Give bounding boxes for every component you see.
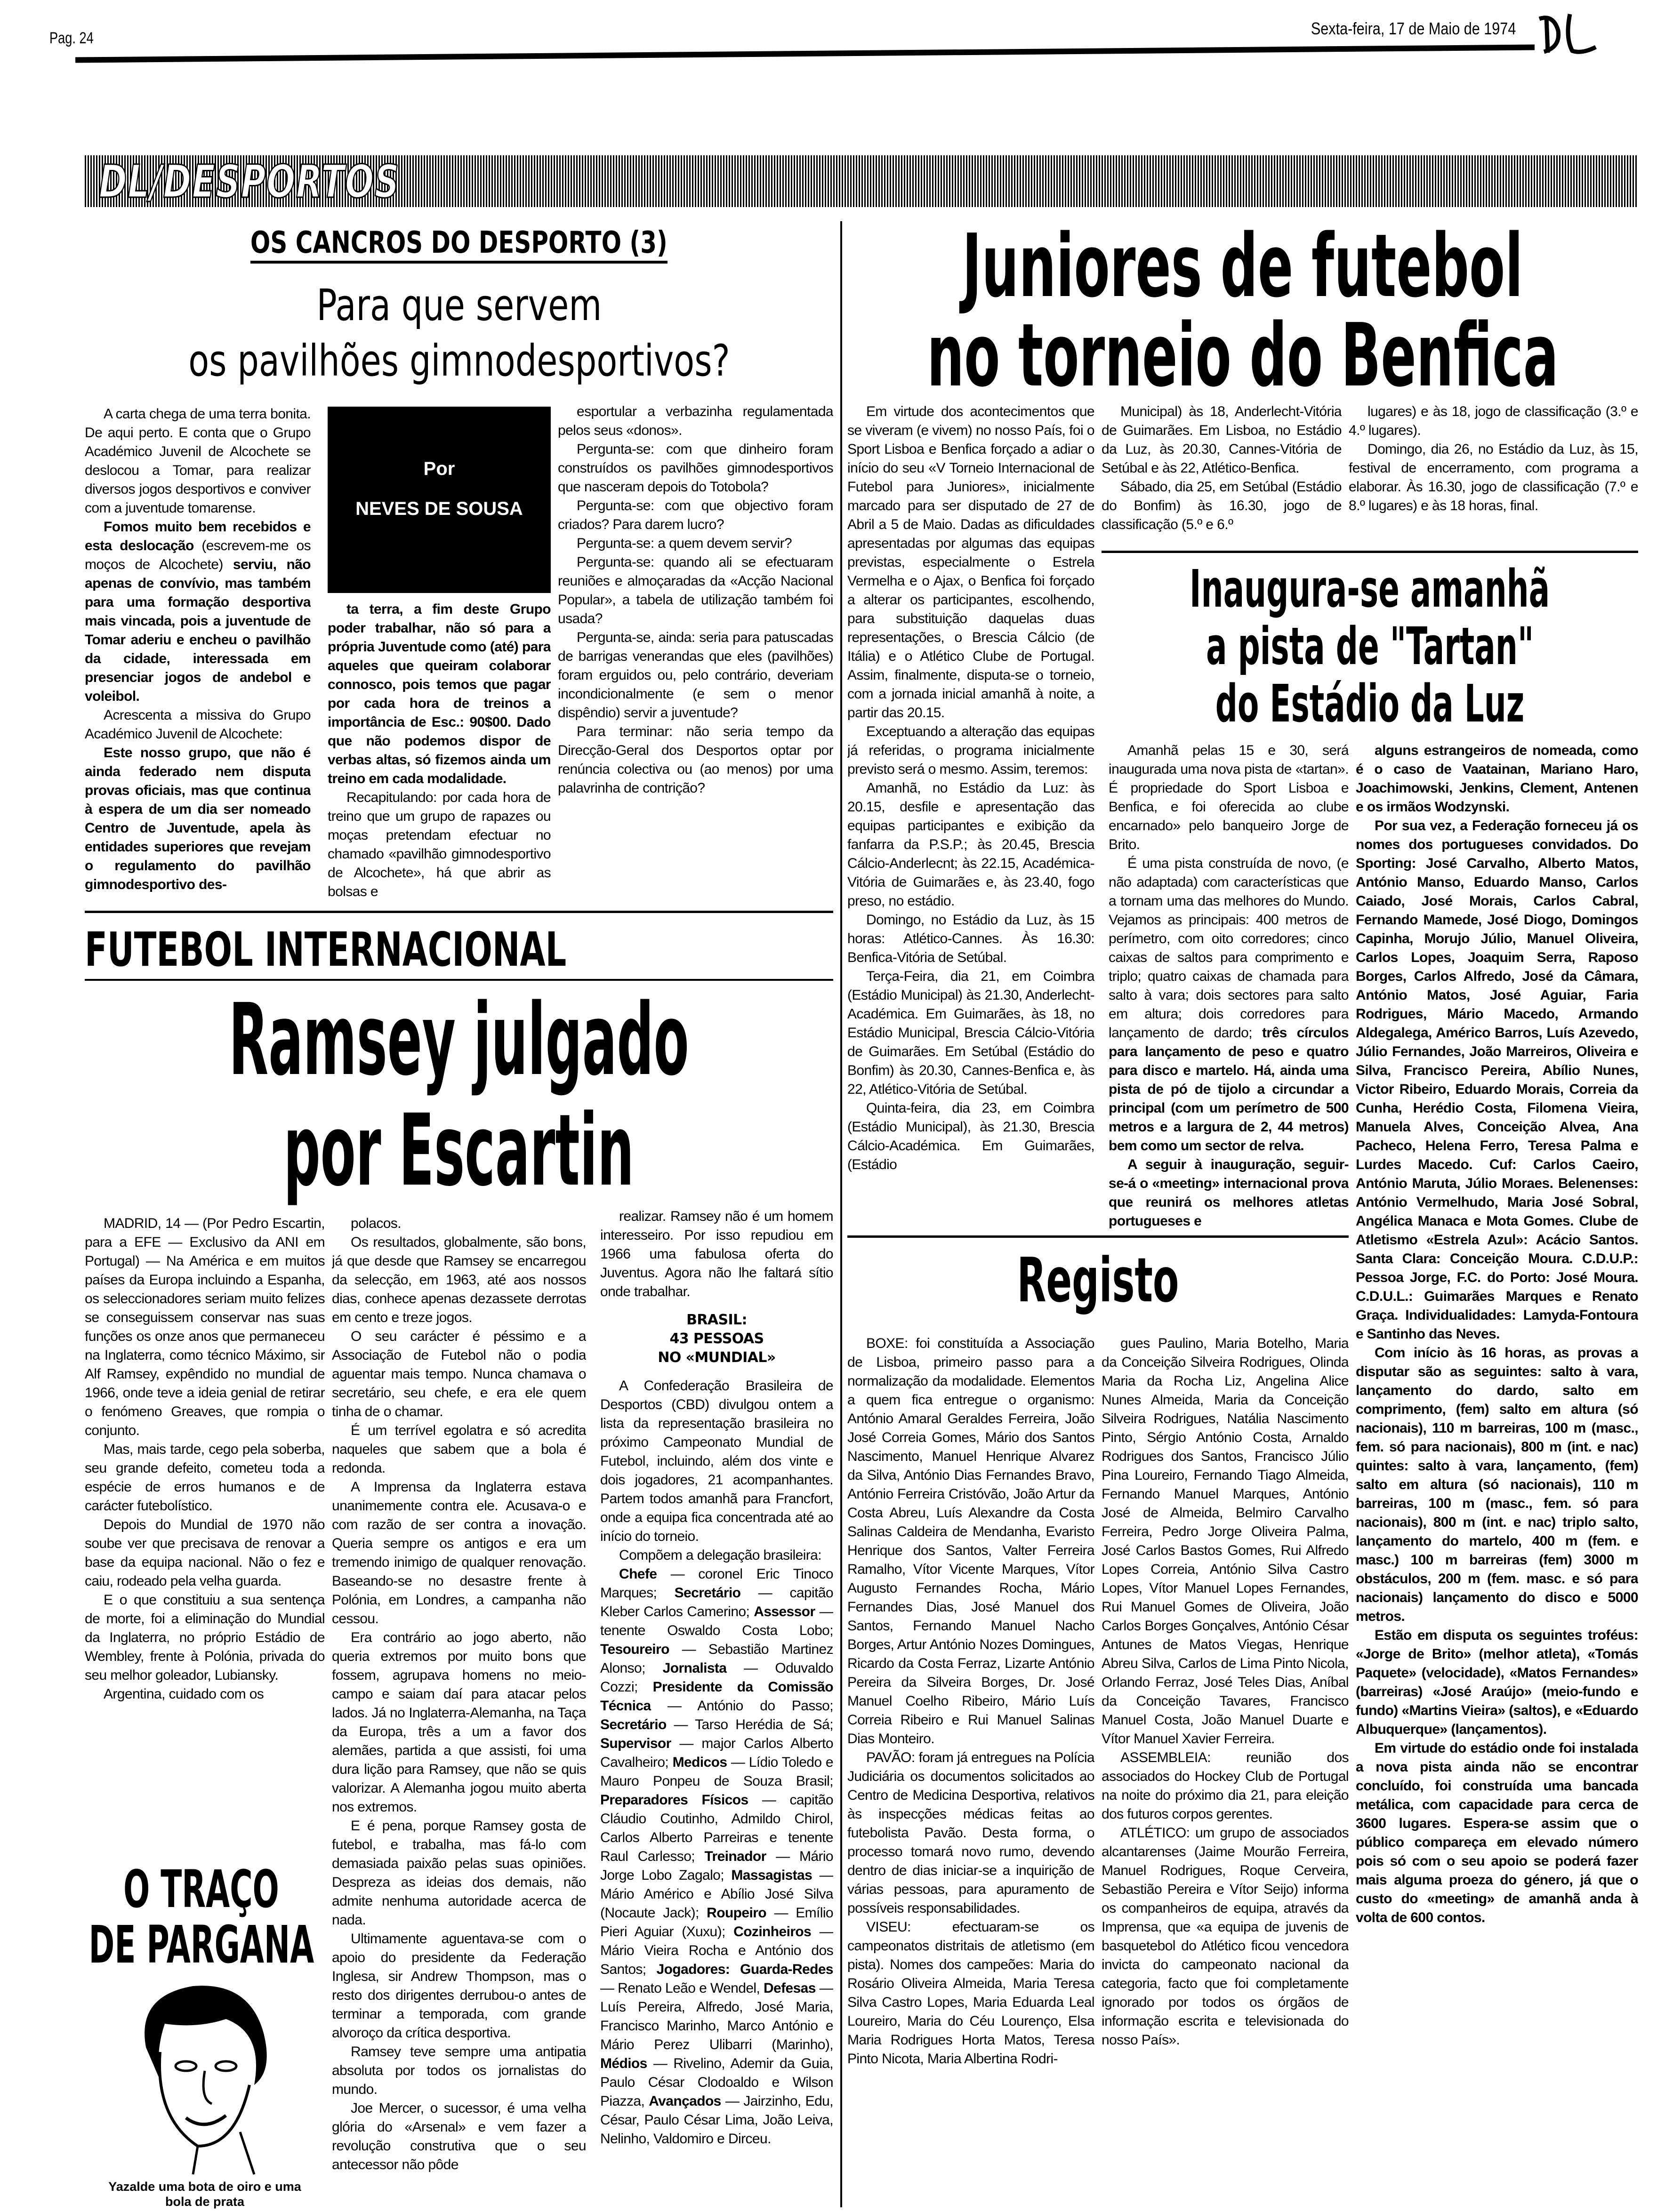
bold-text-run: Medicos [672, 1755, 727, 1770]
text-run: polacos. [351, 1216, 401, 1231]
text-run: — Oduvaldo Cozzi; [600, 1660, 833, 1695]
text-run: BOXE: foi constituída a Associação de Lisboa, primeiro passo para a normalização da modalidade. Elementos a quem fica entregue o organismo: António Amaral Geraldes Ferreira, João José Correia Gomes, Mário dos Santos Nascimento, Manuel Henrique Alvarez da Silva, António Dias Fernandes Bravo, António Ferreira Cristóvão, João Artur da Costa Abreu, Luís Alexandre da Costa Salinas Caldeira de Mendanha, Evaristo Henrique dos Santos, Valter Ferreira Ramalho, Vítor Vicente Marques, Vítor Augusto Fernandes Rocha, Mário Fernandes Dias, José Manuel dos Santos, Fernando Manuel Nacho Borges, Artur António Nozes Domingues, Ricardo da Costa Ferraz, Lizarte António Pereira da Silveira Borges, Dr. José Manuel Coelho Ribeiro, Mário Luís Correia Ribeiro e Rui Manuel Salinas Dias Monteiro. [847, 1336, 1094, 1747]
text-run: Exceptuando a alteração das equipas já referidas, o programa inicialmente previsto será o mesmo. Assim, teremos: [847, 724, 1094, 777]
bold-text-run: serviu, não apenas de convívio, mas também para uma formação desportiva mais vincada, pois a juventude de Tomar aderiu e encheu o pavilhão da cidade, interessada em presenciar jogos de andebol e voleibol. [85, 557, 311, 704]
text-run: Domingo, no Estádio da Luz, às 15 horas: Atlético-Cannes. Às 16.30: Benfica-Vitória de Setúbal. [847, 912, 1094, 965]
header-rule [75, 44, 1535, 63]
paragraph [1356, 817, 1638, 1344]
paragraph [1356, 741, 1638, 817]
bold-text-run: três círculos para lançamento de peso e quatro para disco e martelo. Há, ainda uma pista de pó de tijolo a circundar a principal (com um perímetro de 500 metros e a largura de 2, 44 metros) bem como um sector de relva. [1109, 1025, 1349, 1154]
text-run: — Luís Pereira, Alfredo, José Maria, Francisco Marinho, Marco António e Mário Perez Ulibarri (Marinho), [600, 1980, 833, 2052]
article-column [1102, 402, 1342, 544]
bold-text-run: Treinador [704, 1849, 766, 1864]
text-run: ATLÉTICO: um grupo de associados alcantarenses (Jaime Mourão Ferreira, Manuel Rodrigues, Roque Cerveira, Sebastião Pereira e Vítor Seijo) informa os companheiros de equipa, através da Imprensa, que «a equipa de juvenis de basquetebol do Atlético ficou vencedora invicta do campeonato nacional da categoria, facto que foi completamente ignorado por todos os órgãos de informação escrita e televisionada do nosso País». [1102, 1825, 1349, 2048]
paragraph [847, 1918, 1094, 2068]
byline-box [328, 407, 551, 593]
kicker-heading [85, 225, 833, 264]
paragraph [85, 706, 311, 744]
article-column [85, 1214, 325, 1850]
paragraph [1109, 741, 1349, 854]
text-run: Joe Mercer, o sucessor, é uma velha glória do «Arsenal» e vem fazer a revolução construtiva que o seu antecessor não pôde [332, 2100, 586, 2172]
text-run: lugares) e às 18, jogo de classificação (3.º e 4.º lugares). [1349, 404, 1638, 438]
text-run: — major Carlos Alberto Cavalheiro; [600, 1736, 833, 1770]
bold-text-run: Este nosso grupo, que não é ainda federado nem disputa provas oficiais, mas que continua à espera de um dia ser nomeado Centro de Juventude, apela às entidades superiores que revejam o regulamento do pavilhão gimnodesportivo des- [85, 745, 311, 892]
section-banner [85, 155, 1638, 207]
bold-text-run: Supervisor [600, 1736, 671, 1751]
paragraph [1356, 1739, 1638, 1927]
text-run: Os resultados, globalmente, são bons, já que desde que Ramsey se encarregou da selecção, em 1963, até aos nossos dias, conhece apenas dezassete derrotas em cento e treze jogos. [332, 1234, 586, 1325]
paragraph [600, 1207, 833, 1301]
paragraph [1102, 1334, 1349, 1748]
byline-author: NEVES DE SOUSA [355, 498, 523, 519]
paragraph [332, 1817, 586, 1930]
headline-line: Juniores de futebol [962, 215, 1523, 317]
text-run: — tenente Oswaldo Costa Lobo; [600, 1604, 833, 1638]
bold-text-run: Cozinheiros [733, 1924, 812, 1940]
headline-line: Registo [1017, 1244, 1179, 1316]
paragraph [332, 1214, 586, 1233]
paragraph [558, 440, 833, 497]
paragraph [85, 1515, 325, 1591]
paragraph [847, 1099, 1094, 1174]
paragraph [85, 1591, 325, 1685]
text-run: — Mário Vieira Rocha e António dos Santos; [600, 1924, 833, 1977]
article-column [600, 1207, 833, 2210]
text-run: — Emílio Pieri Aguiar (Xuxu); [600, 1905, 833, 1940]
bold-text-run: alguns estrangeiros de nomeada, como é o caso de Vaatainan, Mariano Haro, Joachimowski, Jenkins, Clement, Antenen e os irmãos Wodzynski. [1356, 743, 1638, 815]
paragraph [85, 405, 311, 518]
paragraph [328, 788, 551, 901]
divider [1102, 551, 1638, 553]
text-run: gues Paulino, Maria Botelho, Maria da Conceição Silveira Rodrigues, Olinda Maria da Rocha Liz, Angelina Alice Nunes Almeida, Maria da Conceição Silveira Rodrigues, Natália Nascimento Pinto, Sérgio António Costa, Arnaldo Rodrigues dos Santos, Francisco Júlio Pina Loureiro, Fernando Tiago Almeida, Fernando Manuel Marques, António José de Almeida, Belmiro Carvalho Ferreira, Pedro Jorge Oliveira Palma, José Carlos Bastos Gomes, Rui Alfredo Lopes Correia, António Silva Castro Lopes, Vítor Manuel Lopes Fernandes, Rui Manuel Gomes de Oliveira, João Carlos Borges Gonçalves, António César Antunes de Matos Viegas, Henrique Abreu Silva, Carlos de Lima Pinto Nicola, Orlando Ferraz, José Teles Dias, Aníbal da Conceição Tavares, Francisco Manuel Costa, João Manuel Duarte e Vítor Manuel Xavier Ferreira. [1102, 1336, 1349, 1747]
dl-logo-icon [1535, 9, 1601, 56]
subheading [600, 1311, 833, 1367]
text-run: realizar. Ramsey não é um homem interesseiro. Por isso repudiou em 1966 uma fabulosa oferta do Juventus. Agora não lhe faltará sítio onde trabalhar. [600, 1209, 833, 1299]
text-run: E o que constituiu a sua sentença de morte, foi a eliminação do Mundial da Inglaterra, no próprio Estádio de Wembley, frente à Polónia, privada do seu melhor goleador, Lubiansky. [85, 1592, 325, 1683]
divider [85, 979, 833, 981]
text-run: — António do Passo; [651, 1698, 833, 1714]
byline-por: Por [423, 458, 455, 479]
paragraph [1349, 402, 1638, 440]
paragraph [1102, 1748, 1349, 1824]
bold-text-run: Defesas [763, 1980, 816, 1996]
text-run: (escrevem-me os moços de Alcochete) [85, 538, 311, 572]
bold-text-run: Avançados [649, 2093, 721, 2109]
section-heading-text: FUTEBOL INTERNACIONAL [85, 922, 567, 977]
text-run: — Mário Jorge Lobo Zagalo; [600, 1849, 833, 1883]
paragraph [85, 744, 311, 894]
text-run: MADRID, 14 — (Por Pedro Escartin, para a EFE — Exclusivo da ANI em Portugal) — Na América e em muitos países da Europa incluindo a Espanha, os seleccionadores seriam muito felizes se conseguissem conservar nas suas funções os onze anos que permaneceu na Inglaterra, como técnico Máximo, sir Alf Ramsey, expêndido no mundial de 1966, onde teve a ideia genial de retirar o fenómeno Greaves, que rompia o conjunto. [85, 1216, 325, 1438]
paragraph [332, 2043, 586, 2099]
bold-text-run: Massagistas [731, 1867, 812, 1883]
subheading-line: 43 PESSOAS [669, 1330, 764, 1347]
newspaper-logo [1535, 9, 1601, 56]
text-run: — Renato Leão e Wendel, [600, 1980, 764, 1996]
bold-text-run: Assessor [754, 1604, 815, 1619]
bold-text-run: Estão em disputa os seguintes troféus: «Jorge de Brito» (melhor atleta), «Tomás Paquete» (velocidade), «Matos Fernandes» (barreiras) «José Araújo» (meio-fundo e fundo) «Martins Vieira» (saltos), e «Eduardo Albuquerque» (lançamentos). [1356, 1627, 1638, 1737]
caricature-icon [85, 1977, 318, 2179]
paragraph [1102, 478, 1342, 534]
article-column [332, 1214, 586, 2210]
section-banner-label: DL/DESPORTOS [99, 155, 400, 208]
article-column [847, 402, 1094, 1228]
paragraph [85, 518, 311, 706]
text-run: Pergunta-se, ainda: seria para patuscadas de barrigas venerandas que eles (pavilhões) foram erguidos ou, pelo contrário, deveriam incondicionalmente (e sem o menor dispêndio) servir a juventude? [558, 630, 833, 721]
bold-text-run: Secretário [674, 1585, 741, 1601]
text-run: Era contrário ao jogo aberto, não queria extremos por muito bons que fossem, agrupava homens no meio-campo e saiam daí para atacar pelos lados. Já no Inglaterra-Alemanha, na Taça da Europa, três a um a favor dos alemães, partida a que assisti, foi uma dura lição para Ramsey, que não se quis valorizar. A Alemanha jogou muito aberta nos extremos. [332, 1630, 586, 1815]
text-run: Ramsey teve sempre uma antipatia absoluta por todos os jornalistas do mundo. [332, 2044, 586, 2097]
bold-text-run: Presidente da Comissão Técnica [600, 1679, 833, 1714]
paragraph [332, 1478, 586, 1628]
bold-text-run: Por sua vez, a Federação forneceu já os nomes dos portugueses convidados. Do Sporting: José Carvalho, Alberto Matos, António Manso, Eduardo Manso, Carlos Caiado, José Morais, Carlos Cabral, Fernando Mamede, José Diogo, Domingos Capinha, Morujo Júlio, Manuel Oliveira, Carlos Lopes, Joaquim Serra, Raposo Borges, Carlos Alfredo, José da Câmara, António Matos, José Aguiar, Faria Rodrigues, Mário Macedo, Armando Aldegalega, Américo Barros, Luís Azevedo, Júlio Fernandes, João Marreiros, Oliveira e Silva, Francisco Pereira, Abílio Nunes, Victor Ribeiro, Eduardo Morais, Correia da Cunha, Herédio Costa, Filomena Vieira, Manuela Alves, Conceição Alvea, Ana Pacheco, Helena Ferro, Teresa Palma e Lurdes Macedo. Cuf: Carlos Caeiro, António Maruta, Júlio Moraes. Belenenses: António Vermelhudo, Maria José Sobral, Angélica Manaca e Mota Gomes. Clube de Atletismo «Estrela Azul»: Acácio Santos. Santa Clara: Conceição Moura. C.D.U.P.: Pessoa Jorge, F.C. do Porto: José Moura. C.D.U.L.: Guimarães Marques e Renato Graça. Individualidades: Lamyda-Fontoura e Santinho das Neves. [1356, 818, 1638, 1342]
paragraph [847, 779, 1094, 911]
paragraph [558, 628, 833, 722]
paragraph [1356, 1344, 1638, 1626]
headline-line: os pavilhões gimnodesportivos? [188, 336, 730, 386]
text-run: Pergunta-se: com que dinheiro foram construídos os pavilhões gimnodesportivos que nasceram depois do Totobola? [558, 441, 833, 495]
headline-line: por Escartin [283, 1093, 635, 1208]
paragraph [847, 967, 1094, 1099]
text-run: — Mário Américo e Abílio José Silva (Nocaute Jack); [600, 1867, 833, 1921]
paragraph [600, 1546, 833, 1565]
text-run: A carta chega de uma terra bonita. De aqui perto. E conta que o Grupo Académico Juvenil de Alcochete se deslocou a Tomar, para realizar diversos jogos desportivos e conviver com a juventude tomarense. [85, 406, 311, 516]
bold-text-run: Tesoureiro [600, 1642, 669, 1657]
paragraph [332, 1421, 586, 1478]
text-run: VISEU: efectuaram-se os campeonatos distritais de atletismo (em pista). Nomes dos campeões: Maria do Rosário Oliveira Almeida, Maria Teresa Silva Castro Lopes, Maria Eduarda Leal Loureiro, Maria do Céu Lourenço, Elsa Maria Rodrigues Horta Matos, Teresa Pinto Nicota, Maria Albertina Rodri- [847, 1919, 1094, 2067]
text-run: Domingo, dia 26, no Estádio da Luz, às 15, festival de encerramento, com programa a elaborar. Às 16.30, jogo de classificação (7.º e 8.º lugares) e às 18 horas, final. [1349, 441, 1638, 513]
bold-text-run: Em virtude do estádio onde foi instalada a nova pista ainda não se encontrar concluído, foi construída uma bancada metálica, com capacidade para cerca de 3600 lugares. Espera-se assim que o público compareça em elevado número pois só com o seu apoio se poderá fazer mais alguma proeza do género, já que o custo do «meeting» de amanhã anda à volta de 600 contos. [1356, 1740, 1638, 1925]
paragraph [558, 534, 833, 553]
headline-line: Ramsey julgado [229, 982, 689, 1098]
bold-text-run: ta terra, a fim deste Grupo poder trabalhar, não só para a própria Juventude como (até) para aqueles que queiram colaborar connosco, pois temos que pagar por cada hora de treinos a importância de Esc.: 90$00. Dado que não podemos dispor de verbas altas, só fizemos ainda um treino em cada modalidade. [328, 601, 551, 786]
text-run: É um terrível egolatra e só acredita naqueles que sabem que a bola é redonda. [332, 1423, 586, 1476]
text-run: Mas, mais tarde, cego pela soberba, seu grande defeito, cometeu toda a espécie de erros humanos e de carácter futebolístico. [85, 1442, 325, 1514]
text-run: Pergunta-se: a quem devem servir? [577, 536, 792, 551]
bold-text-run: Preparadores Físicos [600, 1792, 748, 1808]
bold-text-run: Roupeiro [707, 1905, 767, 1921]
cartoon-title-line: O TRAÇO [123, 1859, 279, 1919]
bold-text-run: A seguir à inauguração, seguir-se-á o «meeting» internacional prova que reunirá os melhores atletas portugueses e [1109, 1157, 1349, 1228]
bold-text-run: Médios [600, 2056, 647, 2071]
text-run: A Confederação Brasileira de Desportos (CBD) divulgou ontem a lista da representação brasileira no próximo Campeonato Mundial de Futebol, incluindo, além dos vinte e dois jogadores, 21 acompanhantes. Partem todos amanhã para Francfort, onde a equipa fica concentrada até ao início do torneio. [600, 1378, 833, 1544]
article-headline [847, 215, 1638, 406]
text-run: Para terminar: não seria tempo da Direcção-Geral dos Desportos optar por renúncia colectiva ou (ao menos) por uma palavrinha de contrição? [558, 724, 833, 796]
text-run: — Rivelino, Ademir da Guia, Paulo César Clodoaldo e Wilson Piazza, [600, 2056, 833, 2109]
text-run: O seu carácter é péssimo e a Associação de Futebol não o podia aguentar mais tempo. Nunca chamava o secretário, seu chefe, e era ele quem tinha de o chamar. [332, 1329, 586, 1419]
paragraph [1349, 440, 1638, 515]
article-column [1109, 741, 1349, 1228]
headline-line: no torneio do Benfica [927, 305, 1559, 406]
article-column [1349, 402, 1638, 544]
subheading-line: NO «MUNDIAL» [658, 1349, 776, 1366]
page-number: Pag. 24 [49, 29, 94, 47]
paragraph [85, 1214, 325, 1440]
section-heading [85, 922, 833, 977]
text-run: Compõem a delegação brasileira: [619, 1547, 821, 1563]
bold-text-run: Jogadores: Guarda-Redes [656, 1962, 833, 1977]
paragraph [847, 911, 1094, 967]
issue-date: Sexta-feira, 17 de Maio de 1974 [1311, 19, 1516, 38]
cartoon-title-line: DE PARGANA [88, 1915, 314, 1975]
text-run: A Imprensa da Inglaterra estava unanimemente contra ele. Acusava-o e com razão de ser contra a inovação. Queria sempre os antigos e era um tremendo inimigo de qualquer renovação. Baseando-se no desastre frente à Polónia, em Londres, a campanha não cessou. [332, 1479, 586, 1627]
headline-line: do Estádio da Luz [1215, 673, 1525, 734]
text-run: E é pena, porque Ramsey gosta de futebol, e trabalha, mas fá-lo com demasiada paixão pelas suas opiniões. Despreza as ideias dos demais, não admite nenhuma autoridade acerca de nada. [332, 1818, 586, 1928]
paragraph [558, 402, 833, 440]
text-run: esportular a verbazinha regulamentada pelos seus «donos». [558, 404, 833, 438]
text-run: Amanhã, no Estádio da Luz: às 20.15, desfile e apresentação das equipas participantes e exibição da fanfarra da P.S.P.; às 20.45, Brescia Cálcio-Anderlecnt; às 22.15, Académica-Vitória de Guimarães e, às 23.40, fogo preso, no estádio. [847, 780, 1094, 909]
paragraph [332, 2099, 586, 2174]
article-column [328, 600, 551, 904]
article-column [847, 1334, 1094, 2210]
subheading-line: BRASIL: [686, 1312, 747, 1328]
paragraph [332, 1327, 586, 1421]
bold-text-run: Secretário [600, 1717, 667, 1732]
kicker-text: OS CANCROS DO DESPORTO (3) [250, 225, 668, 264]
text-run: Quinta-feira, dia 23, em Coimbra (Estádio Municipal), às 21.30, Brescia Cálcio-Académica. Em Guimarães, (Estádio [847, 1100, 1094, 1172]
cartoon-caption: Yazalde uma bota de oiro e uma bola de prata [108, 2180, 301, 2209]
text-run: Sábado, dia 25, em Setúbal (Estádio do Bonfim) às 16.30, jogo de classificação (5.º e 6.º [1102, 479, 1342, 532]
headline-line: Inaugura-se amanhã [1190, 559, 1550, 619]
text-run: Em virtude dos acontecimentos que se viveram (e vivem) no nosso País, foi o Sport Lisboa e Benfica forçado a adiar o início do seu «V Torneio Internacional de Futebol para Juniores», inicialmente marcado para ser disputado de 27 de Abril a 5 de Maio. Dadas as dificuldades apresentadas por algumas das equipas previstas, especialmente o Estrela Vermelha e o Ajax, o Benfica foi forçado a alterar os participantes, escolhendo, para substituição daquelas duas representações, o Brescia Cálcio (de Itália) e o Atlético Clube de Portugal. Assim, finalmente, disputa-se o torneio, com a jornada inicial amanhã à noite, a partir das 20.15. [847, 404, 1094, 721]
text-run: Municipal) às 18, Anderlecht-Vitória de Guimarães. Em Lisboa, no Estádio da Luz, às 20.30, Cannes-Vitória de Setúbal e às 22, Atlético-Benfica. [1102, 404, 1342, 476]
article-headline [1102, 560, 1638, 732]
text-run: Recapitulando: por cada hora de treino que um grupo de rapazes ou moças pretendam efectuar no chamado «pavilhão gimnodesportivo de Alcochete», há que abrir as bolsas e [328, 790, 551, 899]
article-column [85, 405, 311, 904]
paragraph [328, 600, 551, 788]
text-run: PAVÃO: foram já entregues na Polícia Judiciária os documentos solicitados ao Centro de Medicina Desportiva, relativos às inspecções médicas feitas ao futebolista Pavão. Desta forma, o processo tomará novo rumo, devendo dentro de dias iniciar-se a inquirição de várias pessoas, para apuramento de possíveis responsabilidades. [847, 1750, 1094, 1916]
paragraph [847, 1748, 1094, 1918]
text-run: — Tarso Herédia de Sá; [666, 1717, 833, 1732]
text-run: Argentina, cuidado com os [104, 1686, 264, 1702]
article-column [1356, 741, 1638, 2198]
text-run: — capitão Cláudio Coutinho, Admildo Chirol, Carlos Alberto Parreiras e tenente Raul Carlesso; [600, 1792, 833, 1864]
text-run: — Jairzinho, Edu, César, Paulo César Lima, João Leiva, Nelinho, Valdomiro e Dirceu. [600, 2093, 833, 2147]
paragraph [558, 722, 833, 798]
text-run: Pergunta-se: quando ali se efectuaram reuniões e almoçaradas da «Acção Nacional Popular», a tabela de utilização também foi usada? [558, 554, 833, 626]
paragraph [600, 1565, 833, 2148]
article-column [1102, 1334, 1349, 2210]
paragraph [1102, 1824, 1349, 2050]
bold-text-run: Fomos muito bem recebidos e esta deslocação [85, 519, 311, 553]
divider [85, 911, 833, 913]
text-run: — capitão Kleber Carlos Camerino; [600, 1585, 833, 1619]
paragraph [1109, 1155, 1349, 1228]
article-headline [85, 982, 833, 1208]
paragraph [1356, 1626, 1638, 1739]
text-run: É uma pista construída de novo, (e não adaptada) com características que a tornam uma das melhores do Mundo. Vejamos as principais: 400 metros de perímetro, com oito corredores; cinco caixas de saltos para comprimento e triplo; quatro caixas de chamada para salto à vara; dois sectores para salto em altura; dois corredores para lançamento de dardo; [1109, 856, 1349, 1041]
paragraph [85, 1440, 325, 1515]
text-run: — Lídio Toledo e Mauro Ponpeu de Souza Brasil; [600, 1755, 833, 1789]
paragraph [1102, 402, 1342, 478]
headline-line: Para que servem [316, 280, 602, 330]
paragraph [558, 497, 833, 534]
paragraph [558, 553, 833, 628]
bold-text-run: Chefe [619, 1566, 657, 1582]
text-run: Terça-Feira, dia 21, em Coimbra (Estádio Municipal) às 21.30, Anderlecht-Académica. Em Guimarães, às 18, no Estádio Municipal, Brescia Cálcio-Vitória de Guimarães. Em Setúbal (Estádio do Bonfim) às 20.30, Cannes-Benfica e, às 22, Atlético-Vitória de Setúbal. [847, 969, 1094, 1097]
text-run: Amanhã pelas 15 e 30, será inaugurada uma nova pista de «tartan». É propriedade do Sport Lisboa e Benfica, e foi oferecida ao clube encarnado» pelo banqueiro Jorge de Brito. [1109, 743, 1349, 852]
paragraph [600, 1377, 833, 1546]
article-headline [847, 1238, 1349, 1322]
bold-text-run: Com início às 16 horas, as provas a disputar são as seguintes: salto à vara, lançamento do dardo, salto em comprimento, (fem) salto em altura (só nacionais), 110 m barreiras, 100 m (masc., fem. só para nacionais), 800 m (int. e nac) quintes: salto à vara, lançamento, (fem) salto em altura (só nacionais), 110 m barreiras, 100 m (masc., fem. só para nacionais), 800 m (int. e nac) triplo salto, lançamento do martelo, 400 m (fem. e masc.) 100 m barreiras (fem) 3000 m obstáculos, 200 m (fem. masc. e só para nacionais) lançamento do disco e 5000 metros. [1356, 1345, 1638, 1624]
paragraph [847, 722, 1094, 779]
paragraph [332, 1233, 586, 1327]
text-run: — coronel Eric Tinoco Marques; [600, 1566, 833, 1601]
article-column [558, 402, 833, 904]
text-run: Acrescenta a missiva do Grupo Académico Juvenil de Alcochete: [85, 707, 311, 742]
paragraph [332, 1628, 586, 1817]
text-run: Pergunta-se: com que objectivo foram criados? Para darem lucro? [558, 498, 833, 532]
text-run: Depois do Mundial de 1970 não soube ver que precisava de renovar a base da equipa nacional. Não o fez e caiu, rodeado pela velha guarda. [85, 1517, 325, 1589]
column-divider [840, 221, 842, 2207]
paragraph [847, 402, 1094, 722]
paragraph [85, 1685, 325, 1704]
headline-line: a pista de "Tartan" [1206, 616, 1534, 676]
paragraph [847, 1334, 1094, 1748]
text-run: Ultimamente aguentava-se com o apoio do presidente da Federação Inglesa, sir Andrew Thompson, mas o resto dos dirigentes derrubou-o antes de terminar a temporada, com grande alvoroço da crítica desportiva. [332, 1931, 586, 2041]
paragraph [1109, 854, 1349, 1155]
cartoon-title [85, 1859, 318, 1975]
text-run: — Sebastião Martinez Alonso; [600, 1642, 833, 1676]
caricature-drawing [85, 1977, 318, 2179]
text-run: ASSEMBLEIA: reunião dos associados do Hockey Club de Portugal na noite do próximo dia 21, para eleição dos futuros corpos gerentes. [1102, 1750, 1349, 1822]
bold-text-run: Jornalista [662, 1660, 727, 1676]
